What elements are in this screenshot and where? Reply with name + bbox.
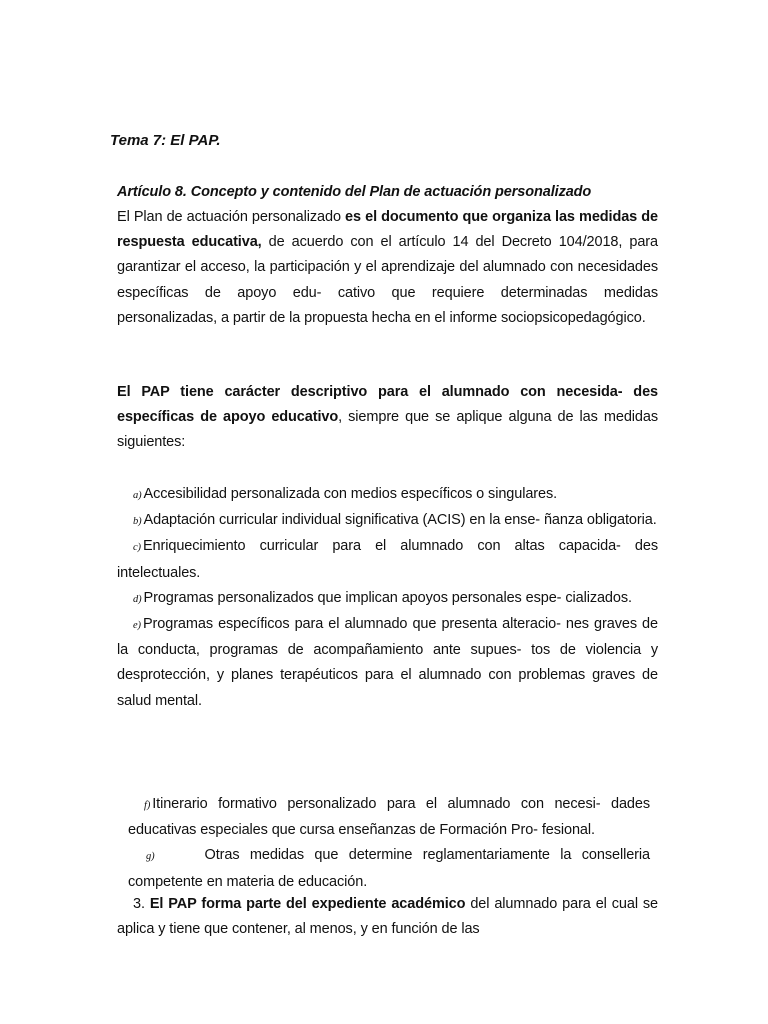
paragraph-bold-text: El PAP tiene carácter descriptivo para el alumnado con necesida- des específicas de apoyo educativo: [117, 384, 658, 426]
paragraph-text: , siempre que se aplique alguna de las medidas siguientes:: [117, 409, 658, 451]
article-heading: Artículo 8. Concepto y contenido del Plan de actuación personalizado: [117, 184, 592, 200]
list-item: [117, 586, 658, 612]
list-marker: e): [133, 620, 141, 632]
page-title: Tema 7: El PAP.: [110, 132, 221, 149]
list-item-text: Accesibilidad personalizada con medios específicos o singulares.: [143, 486, 558, 502]
paragraph-definition: [117, 205, 658, 331]
list-item-text: Enriquecimiento curricular para el alumnado con altas capacida- des intelectuales.: [117, 538, 658, 581]
list-item: [117, 612, 658, 714]
list-item-text: Itinerario formativo personalizado para el alumnado con necesi- dades educativas especiales que cursa enseñanzas de Formación Pro- fesional.: [128, 796, 650, 839]
paragraph-expediente: [117, 892, 658, 942]
paragraph-text: del alumnado para el cual se aplica y tiene que contener, al menos, y en función de las: [117, 896, 658, 938]
list-marker: g): [146, 851, 155, 863]
list-marker: f): [144, 800, 151, 811]
list-item: [128, 843, 650, 894]
paragraph-bold-text: es el documento que organiza las medidas de respuesta educativa,: [117, 209, 658, 251]
list-marker: a): [133, 490, 142, 501]
paragraph-text: El Plan de actuación personalizado: [117, 209, 346, 225]
paragraph-text: de acuerdo con el artículo 14 del Decreto 104/2018, para garantizar el acceso, la participación y el aprendizaje del alumnado con necesidades específicas de apoyo edu- cativo que requiere determinadas medidas personalizadas, a partir de la propuesta hecha en el informe sociopsicopedagógico.: [117, 234, 658, 326]
list-marker: b): [133, 516, 142, 528]
list-item: [128, 792, 650, 843]
paragraph-bold-text: El PAP forma parte del expediente académico: [149, 896, 466, 912]
list-marker: d): [133, 593, 142, 605]
list-item-text: Programas específicos para el alumnado que presenta alteracio- nes graves de la conducta, programas de acompañamiento ante supues- tos de violencia y desprotección, y planes terapéuticos para el alumnado con problemas graves de salud mental.: [117, 616, 658, 709]
list-item: [117, 508, 658, 534]
list-item: [117, 534, 658, 585]
list-marker: c): [133, 542, 141, 554]
list-item-text: Otras medidas que determine reglamentariamente la conselleria competente en materia de educación.: [128, 847, 650, 890]
measures-list: [117, 482, 658, 714]
list-item-text: Programas personalizados que implican apoyos personales espe- cializados.: [143, 589, 632, 606]
list-item-text: Adaptación curricular individual significativa (ACIS) en la ense- ñanza obligatoria.: [143, 512, 657, 529]
paragraph-number: 3.: [133, 896, 145, 912]
measures-list-continued: [128, 792, 650, 895]
list-item: [117, 482, 658, 508]
paragraph-pap-character: [117, 380, 658, 456]
